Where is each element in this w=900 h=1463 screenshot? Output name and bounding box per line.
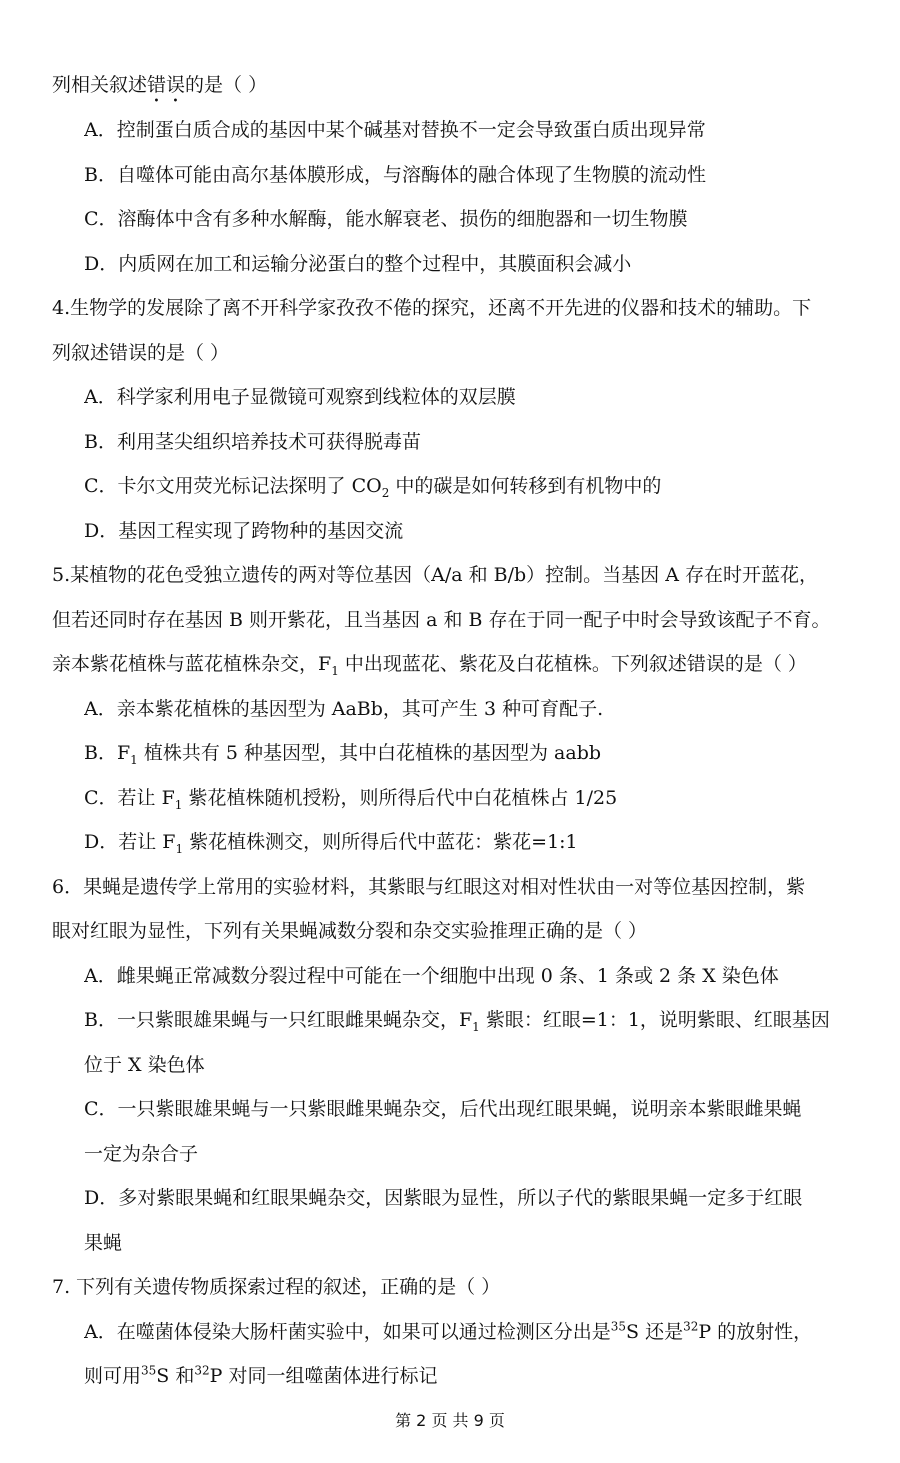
q6-option-c-line1: C．一只紫眼雄果蝇与一只紫眼雌果蝇杂交，后代出现红眼果蝇，说明亲本紫眼雌果蝇 <box>84 1098 802 1120</box>
q6-option-b-text: B．一只紫眼雄果蝇与一只红眼雌果蝇杂交，F <box>84 1009 473 1031</box>
q7-a2-sup-32: 32 <box>194 1363 210 1378</box>
q7-a2-sup-35: 35 <box>141 1363 157 1378</box>
q5-stem-line1: 5.某植物的花色受独立遗传的两对等位基因（A/a 和 B/b）控制。当基因 A 存在时开蓝花， <box>52 564 818 586</box>
q5-option-b-subscript: 1 <box>130 752 138 766</box>
q7-option-a2-text-mid: S 和 <box>156 1365 195 1387</box>
q5-option-b-text-tail: 植株共有 5 种基因型，其中白花植株的基因型为 aabb <box>137 742 602 764</box>
q7-option-a-text-mid: S 还是 <box>626 1321 684 1343</box>
q4-option-b: B．利用茎尖组织培养技术可获得脱毒苗 <box>84 431 421 453</box>
q6-stem-line1: 6．果蝇是遗传学上常用的实验材料，其紫眼与红眼这对相对性状由一对等位基因控制，紫 <box>52 876 806 898</box>
q3-stem-text: 列相关叙述 <box>52 74 148 96</box>
q6-option-a: A．雌果蝇正常减数分裂过程中可能在一个细胞中出现 0 条、1 条或 2 条 X 染色体 <box>84 965 779 987</box>
q4-option-a: A．科学家利用电子显微镜可观察到线粒体的双层膜 <box>84 386 516 408</box>
q3-option-a: A．控制蛋白质合成的基因中某个碱基对替换不一定会导致蛋白质出现异常 <box>84 119 706 141</box>
q5-option-c-text: C．若让 F <box>84 787 175 809</box>
q3-stem-tail: 的是（ ） <box>185 74 268 96</box>
q4-option-c-subscript: 2 <box>381 485 390 499</box>
q3-emphasis-wrong: 错误 <box>147 74 186 96</box>
q6-option-b-line1 <box>84 1007 852 1033</box>
q5-stem-line3 <box>52 651 852 677</box>
q4-option-d: D．基因工程实现了跨物种的基因交流 <box>84 520 404 542</box>
q5-option-c <box>84 785 852 811</box>
q5-stem-text-tail: 中出现蓝花、紫花及白花植株。下列叙述错误的是（ ） <box>338 653 807 675</box>
q3-stem-continuation <box>52 72 852 107</box>
q4-option-c-text: C．卡尔文用荧光标记法探明了 CO <box>84 475 382 497</box>
q7-sup-32: 32 <box>683 1319 699 1334</box>
q6-option-c-line2: 一定为杂合子 <box>84 1143 199 1165</box>
q5-option-b <box>84 740 852 766</box>
q6-option-b-line2: 位于 X 染色体 <box>84 1054 205 1076</box>
q5-option-d <box>84 829 852 855</box>
q3-option-b: B．自噬体可能由高尔基体膜形成，与溶酶体的融合体现了生物膜的流动性 <box>84 164 706 186</box>
q5-option-b-text: B．F <box>84 742 131 764</box>
q5-option-d-subscript: 1 <box>175 841 184 855</box>
q5-option-d-text: D．若让 F <box>84 831 176 853</box>
q7-stem: 7. 下列有关遗传物质探索过程的叙述，正确的是（ ） <box>52 1276 501 1298</box>
q4-stem-line2: 列叙述错误的是（ ） <box>52 342 230 364</box>
q3-option-d: D．内质网在加工和运输分泌蛋白的整个过程中，其膜面积会减小 <box>84 253 632 275</box>
q6-option-d-line1: D．多对紫眼果蝇和红眼果蝇杂交，因紫眼为显性，所以子代的紫眼果蝇一定多于红眼 <box>84 1187 803 1209</box>
q5-stem-subscript: 1 <box>331 663 339 677</box>
q6-option-b-text-tail: 紫眼：红眼=1：1，说明紫眼、红眼基因 <box>479 1009 830 1031</box>
q4-option-c-text-tail: 中的碳是如何转移到有机物中的 <box>389 475 662 497</box>
page-number-footer: 第 2 页 共 9 页 <box>395 1411 505 1430</box>
q5-stem-text: 亲本紫花植株与蓝花植株杂交，F <box>52 653 332 675</box>
q5-stem-line2: 但若还同时存在基因 B 则开紫花，且当基因 a 和 B 存在于同一配子中时会导致该配子不育。 <box>52 609 831 631</box>
q7-option-a-text: A．在噬菌体侵染大肠杆菌实验中，如果可以通过检测区分出是 <box>84 1321 611 1343</box>
q7-option-a-text-tail: P 的放射性， <box>698 1321 813 1343</box>
q7-option-a2-text-tail: P 对同一组噬菌体进行标记 <box>209 1365 438 1387</box>
q6-option-b-subscript: 1 <box>472 1019 480 1033</box>
q5-option-c-text-tail: 紫花植株随机授粉，则所得后代中白花植株占 1/25 <box>182 787 618 809</box>
q6-stem-line2: 眼对红眼为显性，下列有关果蝇减数分裂和杂交实验推理正确的是（ ） <box>52 920 648 942</box>
q4-option-c <box>84 473 852 499</box>
q5-option-c-subscript: 1 <box>174 797 183 811</box>
q7-option-a-line2 <box>84 1363 884 1389</box>
q6-option-d-line2: 果蝇 <box>84 1232 123 1254</box>
q7-option-a2-text: 则可用 <box>84 1365 142 1387</box>
q5-option-d-text-tail: 紫花植株测交，则所得后代中蓝花：紫花=1:1 <box>183 831 578 853</box>
q5-option-a: A．亲本紫花植株的基因型为 AaBb，其可产生 3 种可育配子. <box>84 698 604 720</box>
q3-option-c: C．溶酶体中含有多种水解酶，能水解衰老、损伤的细胞器和一切生物膜 <box>84 208 688 230</box>
q7-option-a-line1 <box>84 1319 852 1345</box>
q4-stem-line1: 4.生物学的发展除了离不开科学家孜孜不倦的探究，还离不开先进的仪器和技术的辅助。下 <box>52 297 812 319</box>
q7-sup-35: 35 <box>610 1319 627 1334</box>
